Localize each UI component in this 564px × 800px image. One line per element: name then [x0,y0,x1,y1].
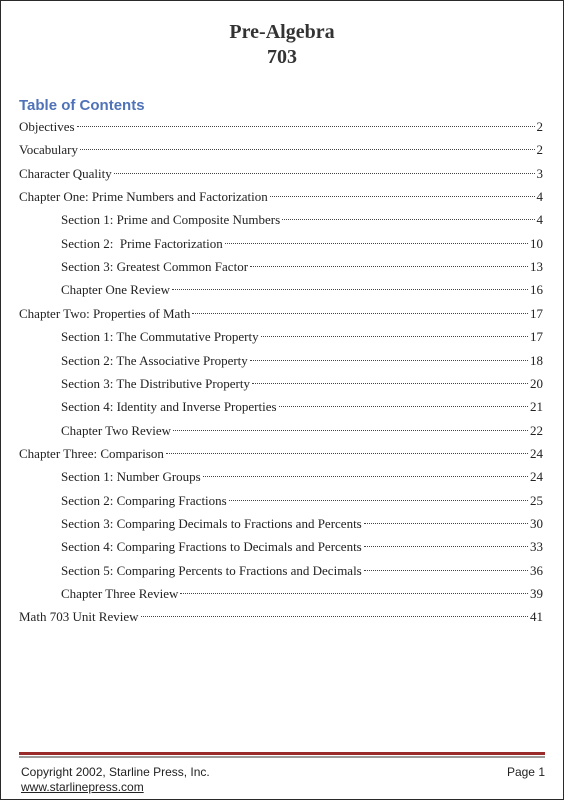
toc-entry-label: Chapter Three: Comparison [19,446,164,461]
toc-entry [61,515,543,533]
toc-entry [19,165,543,183]
toc-entry-label: Vocabulary [19,142,78,157]
toc-entry-page: 3 [536,166,543,181]
toc-entry-page: 41 [530,609,543,624]
footer-url-link[interactable]: www.starlinepress.com [21,780,144,794]
toc-dot-leader [250,266,528,267]
toc-entry-label: Section 3: Greatest Common Factor [61,259,249,274]
toc-dot-leader [80,149,535,150]
toc-entry [61,538,543,556]
toc-entry-page: 39 [530,586,543,601]
toc-entry [19,445,543,463]
toc-entry-page: 18 [530,353,543,368]
toc-entry-label: Character Quality [19,166,112,181]
toc-dot-leader [364,546,528,547]
toc-dot-leader [172,289,528,290]
footer-copyright: Copyright 2002, Starline Press, Inc. [21,765,210,779]
toc-entry-page: 36 [530,563,543,578]
toc-entry-page: 2 [536,142,543,157]
toc-dot-leader [270,196,535,197]
toc-entry-label: Section 5: Comparing Percents to Fractions and Decimals [61,563,362,578]
document-title: Pre-Algebra [229,21,335,43]
toc-entry-page: 10 [530,236,543,251]
toc-entry-page: 25 [530,493,543,508]
toc-entry [19,141,543,159]
toc-entry [61,211,543,229]
toc-entry [61,492,543,510]
toc-entry-page: 4 [536,212,543,227]
toc-dot-leader [173,430,528,431]
toc-entry-label: Chapter One Review [61,282,171,297]
toc-entry-label: Section 2: Prime Factorization [61,236,223,251]
toc-entry [61,422,543,440]
toc-entry-label: Chapter Three Review [61,586,179,601]
toc-entry-page: 2 [536,119,543,134]
toc-entry [61,562,543,580]
toc-entry [19,118,543,136]
toc-entry-page: 13 [530,259,543,274]
toc-entry-page: 17 [530,306,543,321]
toc-entry [61,328,543,346]
toc-dot-leader [166,453,528,454]
toc-entry [19,305,543,323]
toc-entry-page: 20 [530,376,543,391]
toc-dot-leader [77,126,535,127]
footer-page-number: Page 1 [506,765,545,779]
toc-entry-label: Math 703 Unit Review [19,609,139,624]
footer-rule-red [19,752,545,755]
toc-dot-leader [141,616,528,617]
toc-entry-label: Section 3: The Distributive Property [61,376,250,391]
toc-dot-leader [180,593,528,594]
document-subtitle: 703 [267,46,297,68]
toc-entry-page: 24 [530,446,543,461]
toc-entry-label: Chapter Two: Properties of Math [19,306,191,321]
toc-dot-leader [114,173,535,174]
toc-entry [61,281,543,299]
toc-entry-label: Objectives [19,119,75,134]
toc-entry-label: Section 1: Prime and Composite Numbers [61,212,281,227]
toc-entry-label: Section 2: Comparing Fractions [61,493,227,508]
toc-entry [61,258,543,276]
toc-entry-label: Section 4: Comparing Fractions to Decimals and Percents [61,539,362,554]
toc-entry-label: Chapter One: Prime Numbers and Factorization [19,189,268,204]
toc-dot-leader [250,360,528,361]
toc-entry-label: Section 1: Number Groups [61,469,201,484]
toc-dot-leader [261,336,528,337]
toc-entry-page: 21 [530,399,543,414]
toc-entry [61,468,543,486]
toc-entry-label: Section 4: Identity and Inverse Properties [61,399,277,414]
toc-entry-label: Section 2: The Associative Property [61,353,248,368]
toc-heading: Table of Contents [19,97,145,114]
toc-entry-label: Chapter Two Review [61,423,172,438]
toc-dot-leader [252,383,528,384]
toc-dot-leader [279,406,528,407]
toc-entry [61,585,543,603]
toc-dot-leader [192,313,528,314]
toc-dot-leader [229,500,528,501]
footer-rule-gray [19,756,545,758]
toc-entry-page: 33 [530,539,543,554]
toc-dot-leader [364,523,528,524]
toc-dot-leader [225,243,528,244]
toc-entry-page: 4 [536,189,543,204]
toc-entry-page: 17 [530,329,543,344]
toc-dot-leader [203,476,528,477]
toc-entry-label: Section 3: Comparing Decimals to Fractions and Percents [61,516,362,531]
toc-dot-leader [364,570,528,571]
toc-entry-page: 30 [530,516,543,531]
toc-entry-label: Section 1: The Commutative Property [61,329,259,344]
toc-entry [19,188,543,206]
toc-entry [61,375,543,393]
toc-entry [61,235,543,253]
toc-entry-page: 22 [530,423,543,438]
toc-entry-page: 24 [530,469,543,484]
toc-entry [19,608,543,626]
toc-entry [61,352,543,370]
toc-entry-page: 16 [530,282,543,297]
toc-entry [61,398,543,416]
toc-dot-leader [282,219,534,220]
